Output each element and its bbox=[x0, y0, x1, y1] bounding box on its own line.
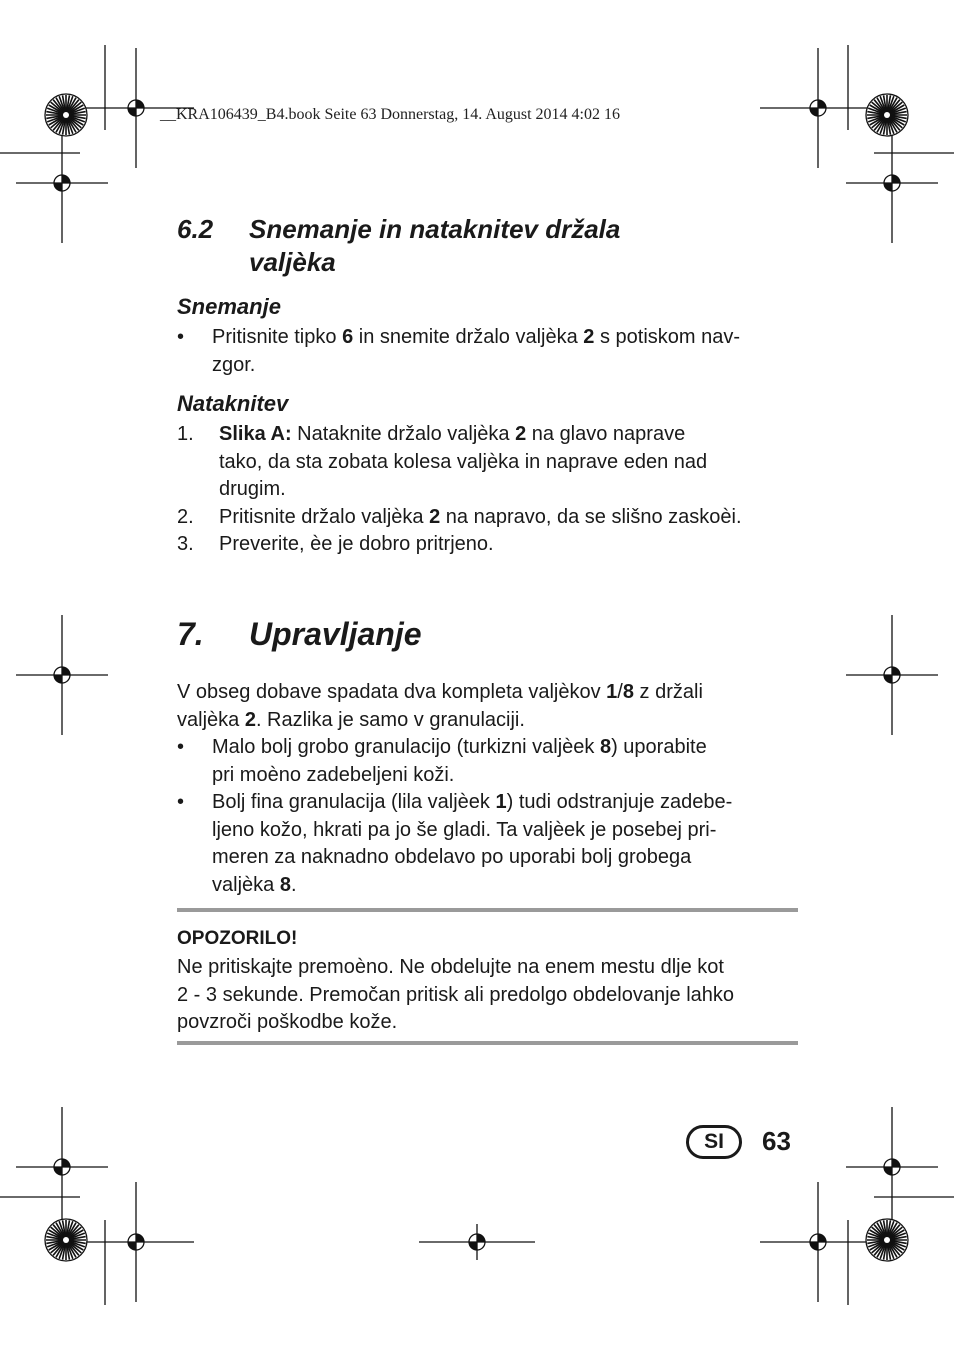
step-number: 3. bbox=[177, 533, 194, 555]
print-header: __KRA106439_B4.book Seite 63 Donnerstag, 14. August 2014 4:02 16 bbox=[160, 106, 620, 123]
text: s potiskom nav- bbox=[594, 326, 741, 348]
text: Nataknite držalo valjèka bbox=[291, 423, 516, 445]
text: Preverite, èe je dobro pritrjeno. bbox=[219, 533, 494, 555]
list-item bbox=[177, 734, 802, 789]
part-ref: 8 bbox=[279, 873, 291, 896]
warning-bottom-rule bbox=[177, 1041, 798, 1045]
rosette-center bbox=[884, 112, 890, 118]
part-ref: 6 bbox=[342, 326, 354, 348]
text: Ne pritiskajte premoèno. Ne obdelujte na enem mestu dlje kot bbox=[177, 956, 724, 978]
text: meren za naknadno obdelavo po uporabi bolj grobega bbox=[212, 846, 692, 868]
text: valjèka bbox=[177, 708, 245, 731]
text: povzroči poškodbe kože. bbox=[177, 1011, 398, 1033]
page-number: 63 bbox=[762, 1126, 791, 1156]
part-ref: 1 bbox=[495, 791, 507, 813]
rosette-center bbox=[884, 1237, 890, 1243]
chapter-number: 7. bbox=[177, 616, 204, 652]
part-ref: 8 bbox=[622, 681, 634, 703]
text: valjèka bbox=[212, 873, 280, 896]
part-ref: 2 bbox=[515, 423, 527, 445]
language-badge: SI bbox=[686, 1125, 742, 1159]
part-ref: 8 bbox=[599, 736, 612, 758]
list-item bbox=[177, 324, 802, 379]
intro-paragraph bbox=[177, 679, 802, 734]
warning-text bbox=[177, 954, 802, 1037]
section-heading-6-2 bbox=[177, 213, 797, 279]
text: Bolj fina granulacija (lila valjèek bbox=[212, 791, 496, 813]
list-item bbox=[177, 421, 802, 504]
text: ) uporabite bbox=[611, 736, 707, 758]
text: tako, da sta zobata kolesa valjèka in naprave eden nad bbox=[219, 450, 708, 473]
list-item bbox=[177, 531, 802, 559]
text: / bbox=[617, 681, 623, 703]
text: na napravo, da se slišno zaskoèi. bbox=[440, 506, 742, 528]
subheading-snemanje: Snemanje bbox=[177, 294, 281, 319]
subheading-nataknitev: Nataknitev bbox=[177, 391, 289, 416]
warning-top-rule bbox=[177, 908, 798, 912]
text: drugim. bbox=[219, 478, 286, 500]
chapter-title: Upravljanje bbox=[249, 616, 422, 652]
text: pri moèno zadebeljeni koži. bbox=[212, 763, 455, 786]
section-title-line-2: valjèka bbox=[249, 247, 336, 277]
list-item bbox=[177, 789, 802, 899]
text: . bbox=[290, 873, 297, 896]
part-ref: 2 bbox=[429, 506, 441, 528]
step-number: 1. bbox=[177, 423, 194, 445]
bullet-marker: • bbox=[177, 791, 185, 813]
bullet-marker: • bbox=[177, 736, 185, 758]
text: ) tudi odstranjuje zadebe- bbox=[506, 791, 733, 813]
chapter-heading-7 bbox=[177, 616, 422, 653]
text: Malo bolj grobo granulacijo (turkizni valjèek bbox=[212, 736, 600, 758]
list-item bbox=[177, 504, 802, 532]
part-ref: 1 bbox=[606, 681, 618, 703]
figure-ref: Slika A: bbox=[219, 423, 292, 445]
text: na glavo naprave bbox=[526, 423, 686, 445]
text: Pritisnite tipko bbox=[212, 326, 343, 348]
text: 2 - 3 sekunde. Premočan pritisk ali predolgo obdelovanje lahko bbox=[177, 983, 735, 1006]
part-ref: 2 bbox=[244, 708, 256, 731]
text: Pritisnite držalo valjèka bbox=[219, 506, 430, 528]
text: ljeno kožo, hkrati pa jo še gladi. Ta valjèek je posebej pri- bbox=[212, 818, 717, 841]
warning-title: OPOZORILO! bbox=[177, 928, 298, 949]
section-title-line-1: Snemanje in nataknitev držala bbox=[249, 214, 621, 244]
text: z držali bbox=[633, 681, 703, 703]
rosette-center bbox=[63, 112, 69, 118]
text: in snemite držalo valjèka bbox=[353, 326, 584, 348]
text: . Razlika je samo v granulaciji. bbox=[255, 708, 525, 731]
text: V obseg dobave spadata dva kompleta valjèkov bbox=[177, 681, 607, 703]
step-number: 2. bbox=[177, 506, 194, 528]
bullet-marker: • bbox=[177, 326, 185, 348]
section-number: 6.2 bbox=[177, 214, 214, 244]
rosette-center bbox=[63, 1237, 69, 1243]
part-ref: 2 bbox=[583, 326, 595, 348]
text: zgor. bbox=[212, 353, 256, 376]
